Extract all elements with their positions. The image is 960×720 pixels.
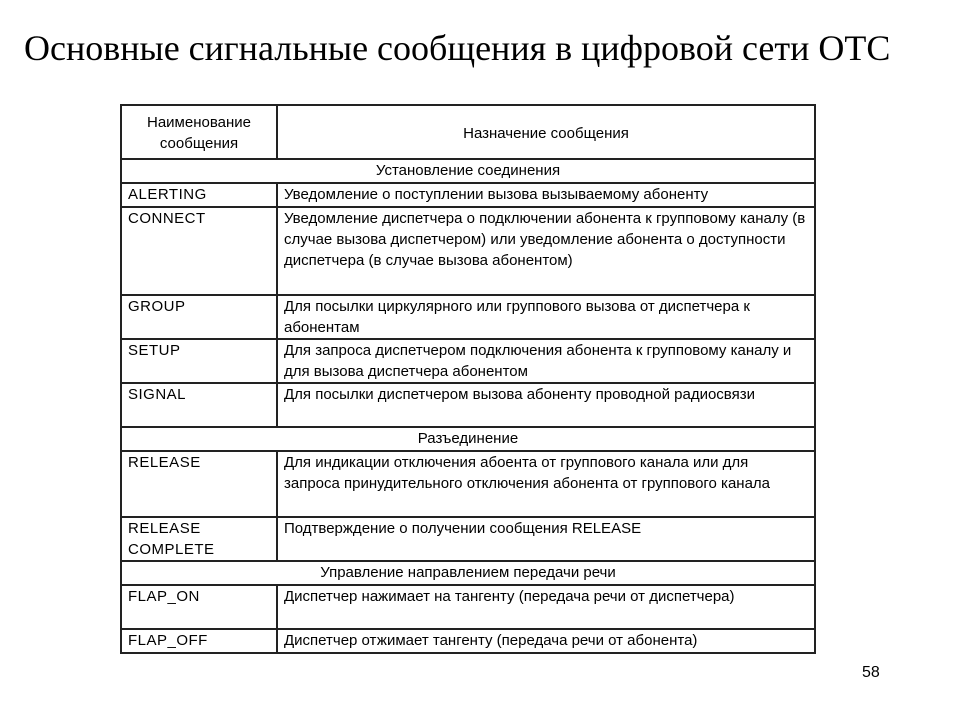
message-description: Уведомление о поступлении вызова вызываемому абоненту <box>277 183 815 207</box>
message-name: GROUP <box>121 295 277 339</box>
message-name: SIGNAL <box>121 383 277 427</box>
section-row <box>121 159 815 183</box>
message-description: Диспетчер отжимает тангенту (передача речи от абонента) <box>277 629 815 653</box>
message-name: CONNECT <box>121 207 277 295</box>
message-name: FLAP_OFF <box>121 629 277 653</box>
table-row <box>121 207 815 295</box>
page-number: 58 <box>862 664 880 681</box>
signal-messages-table <box>120 104 816 654</box>
table-row <box>121 629 815 653</box>
table-header-row <box>121 105 815 159</box>
section-title: Установление соединения <box>121 159 815 183</box>
header-message-purpose: Назначение сообщения <box>277 105 815 159</box>
message-description: Для посылки диспетчером вызова абоненту проводной радиосвязи <box>277 383 815 427</box>
section-title: Управление направлением передачи речи <box>121 561 815 585</box>
table-row <box>121 383 815 427</box>
message-description: Уведомление диспетчера о подключении абонента к групповому каналу (в случае вызова диспетчером) или уведомление абонента о доступности диспетчера (в случае вызова абонентом) <box>277 207 815 295</box>
table-row <box>121 183 815 207</box>
table-row <box>121 585 815 629</box>
section-row <box>121 427 815 451</box>
message-description: Для запроса диспетчером подключения абонента к групповому каналу и для вызова диспетчера абонентом <box>277 339 815 383</box>
table-row <box>121 451 815 517</box>
message-name: RELEASE COMPLETE <box>121 517 277 561</box>
section-title: Разъединение <box>121 427 815 451</box>
message-description: Подтверждение о получении сообщения RELEASE <box>277 517 815 561</box>
message-name: FLAP_ON <box>121 585 277 629</box>
table-row <box>121 339 815 383</box>
message-name: ALERTING <box>121 183 277 207</box>
message-description: Для индикации отключения абоента от группового канала или для запроса принудительного отключения абонента от группового канала <box>277 451 815 517</box>
message-name: SETUP <box>121 339 277 383</box>
message-description: Диспетчер нажимает на тангенту (передача речи от диспетчера) <box>277 585 815 629</box>
table-row <box>121 517 815 561</box>
message-name: RELEASE <box>121 451 277 517</box>
slide-title: Основные сигнальные сообщения в цифровой сети ОТС <box>24 28 891 68</box>
section-row <box>121 561 815 585</box>
message-description: Для посылки циркулярного или группового вызова от диспетчера к абонентам <box>277 295 815 339</box>
header-message-name: Наименование сообщения <box>121 105 277 159</box>
table-row <box>121 295 815 339</box>
